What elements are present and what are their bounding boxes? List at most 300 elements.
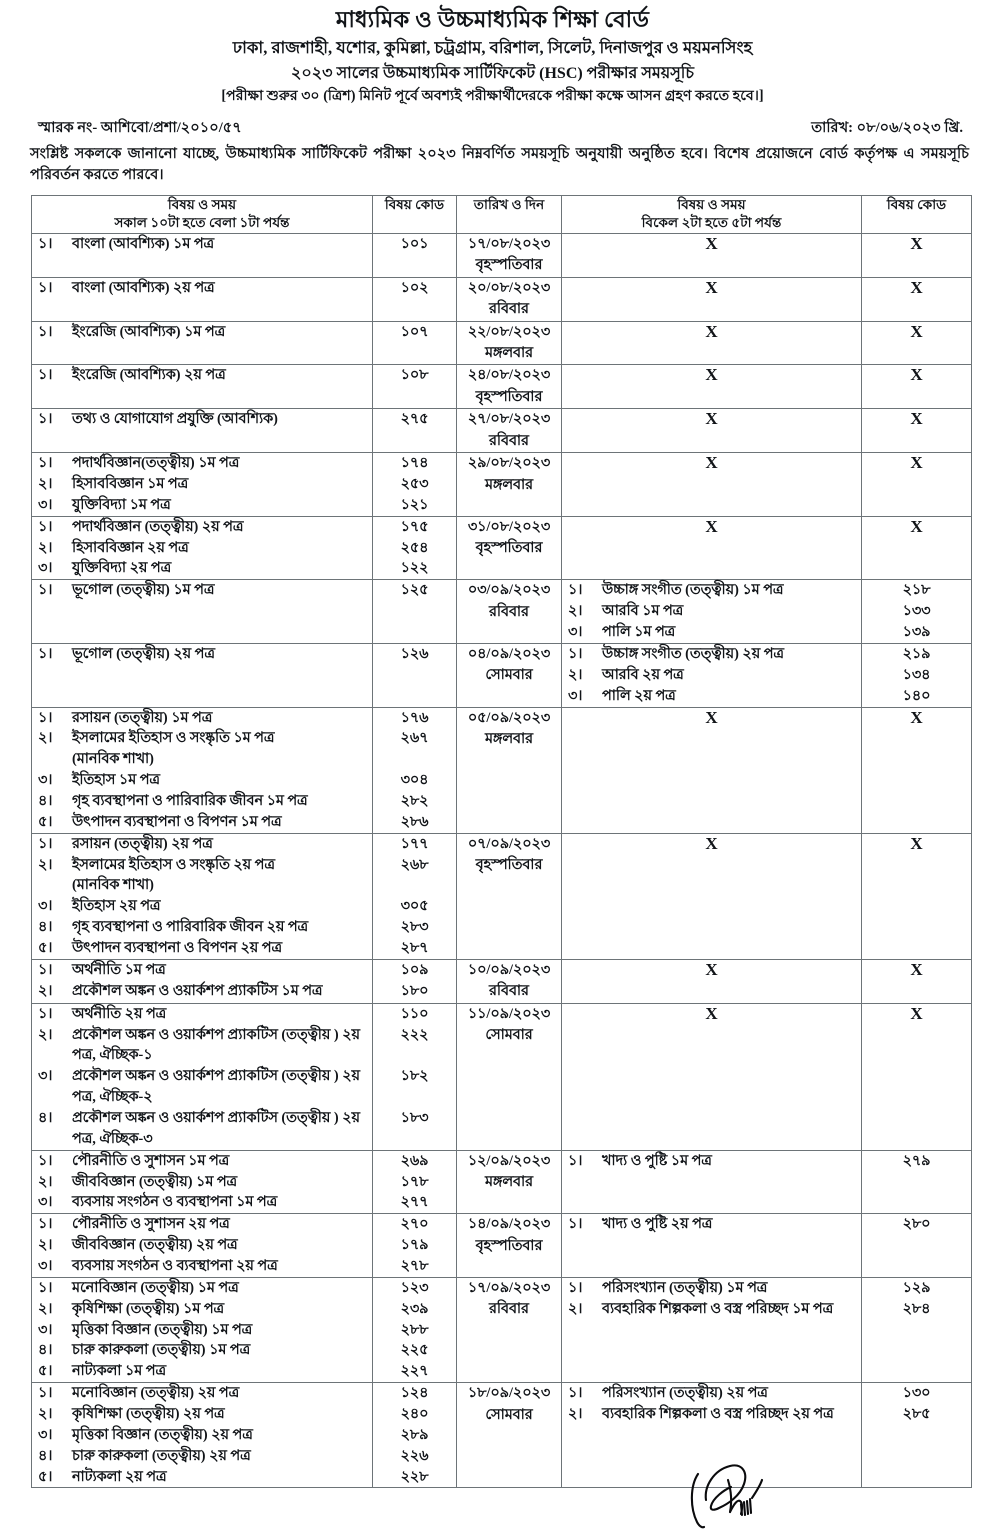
subject-name: খাদ্য ও পুষ্টি ১ম পত্র <box>602 1152 712 1169</box>
morning-code-cell <box>373 707 457 833</box>
subject-code: ২৭৫ <box>400 411 429 428</box>
morning-subject-line <box>32 278 372 299</box>
morning-subject-cell <box>32 277 373 321</box>
subject-name: ইংরেজি (আবশ্যিক) ২য় পত্র <box>72 367 226 384</box>
morning-subject-line <box>32 1004 372 1025</box>
afternoon-no-exam-code: X <box>862 321 972 365</box>
subject-code: ১২২ <box>400 560 429 577</box>
subject-serial: ৩। <box>38 560 53 577</box>
subject-code: ১২৩ <box>400 1279 429 1296</box>
subject-serial: ২। <box>568 1300 583 1317</box>
morning-code-cell <box>373 1214 457 1278</box>
subject-name: হিসাববিজ্ঞান ২য় পত্র <box>72 539 189 556</box>
morning-subject-cell <box>32 1383 373 1488</box>
subject-name: তথ্য ও যোগাযোগ প্রযুক্তি (আবশ্যিক) <box>72 411 278 428</box>
morning-subject-line <box>32 517 372 538</box>
subject-code: ১০২ <box>400 279 429 296</box>
exam-date-cell <box>457 707 562 833</box>
afternoon-subject-cell <box>562 643 862 707</box>
morning-subject-line <box>32 322 372 343</box>
subject-serial: ১। <box>38 645 53 662</box>
subject-name: মৃত্তিকা বিজ্ঞান (তত্ত্বীয়) ১ম পত্র <box>72 1321 253 1338</box>
afternoon-code-cell <box>862 1150 972 1214</box>
afternoon-no-exam: X <box>562 409 862 453</box>
subject-name: আরবি ২য় পত্র <box>602 666 684 683</box>
col-afternoon-subject <box>562 196 862 234</box>
morning-subject-cell <box>32 409 373 453</box>
exam-instruction: [পরীক্ষা শুরুর ৩০ (ত্রিশ) মিনিট পূর্বে অবশ্যই পরীক্ষার্থীদেরকে পরীক্ষা কক্ষে আসন গ্রহণ করতে হবে।] <box>221 88 764 105</box>
subject-serial: ৫। <box>38 939 53 956</box>
exam-date: ০৭/০৯/২০২৩ <box>467 835 551 852</box>
afternoon-no-exam: X <box>562 707 862 833</box>
subject-name: ইসলামের ইতিহাস ও সংষ্কৃতি ২য় পত্র <box>72 856 275 873</box>
morning-subject-line <box>32 1320 372 1341</box>
morning-subject-line <box>32 938 372 959</box>
morning-subject-line <box>32 960 372 981</box>
subject-serial: ২। <box>38 1173 53 1190</box>
morning-subject-line <box>32 1108 372 1129</box>
subject-name: মনোবিজ্ঞান (তত্ত্বীয়) ১ম পত্র <box>72 1279 239 1296</box>
exam-date-cell <box>457 959 562 1003</box>
subject-code: ২৭০ <box>400 1216 429 1233</box>
morning-subject-cell <box>32 1214 373 1278</box>
subject-name: (মানবিক শাখা) <box>72 877 154 894</box>
exam-date: ১৭/০৯/২০২৩ <box>467 1279 551 1296</box>
afternoon-code-cell <box>862 1383 972 1488</box>
exam-date: ১০/০৯/২০২৩ <box>467 961 551 978</box>
morning-subject-line <box>32 1214 372 1235</box>
subject-serial: ১। <box>38 1216 53 1233</box>
morning-subject-line <box>32 875 372 896</box>
exam-date-cell <box>457 233 562 277</box>
subject-serial: ১। <box>38 455 53 472</box>
subject-serial: ২। <box>38 982 53 999</box>
subject-code: ১২৬ <box>400 645 429 662</box>
subject-serial: ২। <box>568 603 583 620</box>
subject-code: ২৭৭ <box>400 1194 429 1211</box>
morning-subject-line <box>32 1172 372 1193</box>
subject-code: ১৩৩ <box>902 603 931 620</box>
subject-name: ভূগোল (তত্ত্বীয়) ১ম পত্র <box>72 582 215 599</box>
subject-serial: ৩। <box>568 624 583 641</box>
morning-subject-line <box>32 538 372 559</box>
morning-subject-cell <box>32 643 373 707</box>
routine-table-wrapper <box>0 186 985 1488</box>
subject-code: ১৩৪ <box>902 666 931 683</box>
subject-name: উৎপাদন ব্যবস্থাপনা ও বিপণন ১ম পত্র <box>72 813 282 830</box>
subject-code: ১৩০ <box>902 1385 931 1402</box>
subject-name: কৃষিশিক্ষা (তত্ত্বীয়) ২য় পত্র <box>72 1406 225 1423</box>
table-row <box>32 959 972 1003</box>
table-row <box>32 453 972 517</box>
subject-code: ২২৬ <box>400 1447 429 1464</box>
subject-name: প্রকৌশল অঙ্কন ও ওয়ার্কশপ প্র্যাকটিস (তত্ত্বীয় ) ২য় <box>72 1068 360 1085</box>
morning-code-cell <box>373 833 457 959</box>
exam-date: ০৫/০৯/২০২৩ <box>467 709 551 726</box>
subject-serial: ৫। <box>38 1468 53 1485</box>
afternoon-no-exam-code: X <box>862 707 972 833</box>
subject-code: ২৮৫ <box>902 1406 931 1423</box>
subject-code: ২৫৪ <box>400 539 429 556</box>
morning-subject-line <box>32 1467 372 1488</box>
afternoon-no-exam: X <box>562 233 862 277</box>
afternoon-subject-cell <box>562 580 862 644</box>
subject-code: ১৭৪ <box>400 455 429 472</box>
subject-code: ২৮২ <box>400 792 429 809</box>
morning-subject-line <box>32 474 372 495</box>
subject-name: হিসাববিজ্ঞান ১ম পত্র <box>72 476 189 493</box>
subject-code: ২৫৩ <box>400 476 429 493</box>
subject-name: ইতিহাস ১ম পত্র <box>72 772 160 789</box>
subject-serial: ১। <box>568 1385 583 1402</box>
morning-code-cell <box>373 1383 457 1488</box>
subject-name: (মানবিক শাখা) <box>72 751 154 768</box>
morning-subject-line <box>32 1025 372 1046</box>
subject-code: ২৮০ <box>902 1216 931 1233</box>
subject-code: ২৮৭ <box>400 939 429 956</box>
morning-subject-line <box>32 728 372 749</box>
morning-subject-line <box>32 1446 372 1467</box>
morning-subject-cell <box>32 365 373 409</box>
subject-name: উচ্চাঙ্গ সংগীত (তত্ত্বীয়) ১ম পত্র <box>602 582 784 599</box>
afternoon-no-exam-code: X <box>862 516 972 580</box>
subject-name: ভূগোল (তত্ত্বীয়) ২য় পত্র <box>72 645 215 662</box>
subject-code: ১০১ <box>400 235 429 252</box>
morning-subject-line <box>32 1066 372 1087</box>
exam-date: ১৭/০৮/২০২৩ <box>467 235 551 252</box>
subject-code: ২৬৯ <box>400 1152 429 1169</box>
subject-name: বাংলা (আবশ্যিক) ১ম পত্র <box>72 235 215 252</box>
morning-code-cell <box>373 516 457 580</box>
subject-serial: ৪। <box>38 919 53 936</box>
exam-day: সোমবার <box>485 1406 533 1423</box>
subject-name: নাট্যকলা ২য় পত্র <box>72 1468 167 1485</box>
col-morning-subject <box>32 196 373 234</box>
exam-day: বৃহস্পতিবার <box>475 540 543 557</box>
subject-code: ২৮৪ <box>902 1300 931 1317</box>
exam-title: ২০২৩ সালের উচ্চমাধ্যমিক সার্টিফিকেট (HSC) পরীক্ষার সময়সূচি <box>290 64 695 82</box>
table-row <box>32 365 972 409</box>
subject-code: ২৬৮ <box>400 856 429 873</box>
subject-serial: ১। <box>38 279 53 296</box>
subject-code: ২৭৮ <box>400 1258 429 1274</box>
subject-code: ৩০৪ <box>400 772 429 789</box>
morning-subject-cell <box>32 321 373 365</box>
subject-code: ১৭৬ <box>400 709 429 726</box>
subject-name: পরিসংখ্যান (তত্ত্বীয়) ১ম পত্র <box>602 1279 768 1296</box>
exam-date-cell <box>457 321 562 365</box>
subject-serial: ১। <box>38 411 53 428</box>
subject-serial: ৪। <box>38 792 53 809</box>
exam-day: বৃহস্পতিবার <box>475 857 543 874</box>
exam-date-cell <box>457 833 562 959</box>
subject-serial: ২। <box>38 730 53 747</box>
exam-date: ১৪/০৯/২০২৩ <box>467 1216 551 1233</box>
subject-serial: ২। <box>568 1406 583 1423</box>
morning-subject-line <box>32 1087 372 1108</box>
subject-code: ২৮৮ <box>400 1321 429 1338</box>
morning-subject-cell <box>32 516 373 580</box>
subject-serial: ১। <box>38 582 53 599</box>
subject-name: মৃত্তিকা বিজ্ঞান (তত্ত্বীয়) ২য় পত্র <box>72 1426 253 1443</box>
subject-name: ব্যবসায় সংগঠন ও ব্যবস্থাপনা ১ম পত্র <box>72 1194 278 1211</box>
table-row <box>32 580 972 644</box>
morning-subject-line <box>32 1129 372 1150</box>
subject-serial: ৪। <box>38 1109 53 1126</box>
subject-name: পদার্থবিজ্ঞান(তত্ত্বীয়) ১ম পত্র <box>72 455 240 472</box>
table-head <box>32 196 972 234</box>
subject-name: নাট্যকলা ১ম পত্র <box>72 1363 166 1380</box>
morning-subject-line <box>32 453 372 474</box>
col-date-day: তারিখ ও দিন <box>457 196 562 234</box>
exam-date-cell <box>457 580 562 644</box>
table-body <box>32 233 972 1488</box>
afternoon-subject-line <box>562 686 861 707</box>
morning-subject-line <box>32 1045 372 1066</box>
morning-code-cell <box>373 453 457 517</box>
subject-code: ২১৮ <box>902 582 931 599</box>
morning-subject-line <box>32 917 372 938</box>
subject-code: ১২৫ <box>400 582 429 599</box>
subject-name: প্রকৌশল অঙ্কন ও ওয়ার্কশপ প্র্যাকটিস ১ম পত্র <box>72 982 323 999</box>
memo-row <box>0 108 985 141</box>
subject-serial: ৩। <box>38 1426 53 1443</box>
afternoon-no-exam: X <box>562 959 862 1003</box>
subject-serial: ১। <box>568 582 583 599</box>
exam-day: বৃহস্পতিবার <box>475 388 543 405</box>
subject-name: রসায়ন (তত্ত্বীয়) ১ম পত্র <box>72 709 213 726</box>
morning-subject-line <box>32 580 372 601</box>
morning-subject-cell <box>32 453 373 517</box>
morning-code-cell <box>373 643 457 707</box>
afternoon-subject-line <box>562 1151 861 1172</box>
afternoon-subject-line <box>562 580 861 601</box>
board-districts: ঢাকা, রাজশাহী, যশোর, কুমিল্লা, চট্রগ্রাম, বরিশাল, সিলেট, দিনাজপুর ও ময়মনসিংহ <box>232 38 753 58</box>
morning-subject-line <box>32 1425 372 1446</box>
subject-code: ১০৭ <box>400 323 429 340</box>
subject-code: ১০৯ <box>400 961 429 978</box>
morning-subject-line <box>32 855 372 876</box>
afternoon-subject-cell <box>562 1383 862 1488</box>
exam-date: ৩১/০৮/২০২৩ <box>467 518 551 535</box>
subject-serial: ৩। <box>38 1258 53 1274</box>
morning-subject-line <box>32 409 372 430</box>
afternoon-subject-line <box>562 622 861 643</box>
morning-code-cell <box>373 1277 457 1382</box>
table-row <box>32 643 972 707</box>
exam-date-cell <box>457 1150 562 1214</box>
memo-number: স্মারক নং- আশিবো/প্রশা/২০১০/৫৭ <box>38 119 242 136</box>
exam-day: রবিবার <box>489 1301 529 1318</box>
subject-code: ২২৫ <box>400 1342 429 1359</box>
morning-subject-line <box>32 812 372 833</box>
subject-serial: ১। <box>38 709 53 726</box>
table-row <box>32 277 972 321</box>
morning-code-cell <box>373 365 457 409</box>
afternoon-no-exam: X <box>562 365 862 409</box>
subject-name: পত্র, ঐচ্ছিক-৩ <box>72 1130 153 1147</box>
table-row <box>32 707 972 833</box>
exam-day: রবিবার <box>489 983 529 1000</box>
afternoon-no-exam-code: X <box>862 959 972 1003</box>
subject-code: ১৭৯ <box>400 1237 429 1254</box>
morning-subject-cell <box>32 1003 373 1150</box>
morning-subject-cell <box>32 959 373 1003</box>
morning-subject-line <box>32 1404 372 1425</box>
morning-subject-line <box>32 1256 372 1277</box>
subject-serial: ৩। <box>38 772 53 789</box>
afternoon-no-exam-code: X <box>862 277 972 321</box>
morning-subject-line <box>32 1383 372 1404</box>
table-row <box>32 1150 972 1214</box>
subject-name: কৃষিশিক্ষা (তত্ত্বীয়) ১ম পত্র <box>72 1300 225 1317</box>
table-row <box>32 516 972 580</box>
morning-subject-line <box>32 770 372 791</box>
subject-serial: ৩। <box>38 1068 53 1085</box>
morning-code-cell <box>373 409 457 453</box>
subject-name: প্রকৌশল অঙ্কন ও ওয়ার্কশপ প্র্যাকটিস (তত্ত্বীয় ) ২য় <box>72 1026 360 1043</box>
subject-serial: ৩। <box>38 1321 53 1338</box>
table-row <box>32 1383 972 1488</box>
subject-serial: ৩। <box>38 496 53 513</box>
subject-name: বাংলা (আবশ্যিক) ২য় পত্র <box>72 279 215 296</box>
afternoon-subject-line <box>562 665 861 686</box>
morning-subject-line <box>32 365 372 386</box>
morning-subject-cell <box>32 833 373 959</box>
table-row <box>32 833 972 959</box>
morning-code-cell <box>373 321 457 365</box>
col-morning-code: বিষয় কোড <box>373 196 457 234</box>
subject-code: ২৮৯ <box>400 1426 429 1443</box>
afternoon-subject-line <box>562 644 861 665</box>
subject-serial: ১। <box>38 1279 53 1296</box>
exam-date-cell <box>457 1003 562 1150</box>
subject-name: পদার্থবিজ্ঞান (তত্ত্বীয়) ২য় পত্র <box>72 518 244 535</box>
subject-name: পত্র, ঐচ্ছিক-২ <box>72 1089 153 1106</box>
exam-date: ২৯/০৮/২০২৩ <box>467 455 551 472</box>
subject-serial: ১। <box>568 1279 583 1296</box>
morning-subject-line <box>32 981 372 1002</box>
morning-subject-line <box>32 1361 372 1382</box>
subject-serial: ২। <box>38 1237 53 1254</box>
exam-date-cell <box>457 409 562 453</box>
afternoon-code-cell <box>862 1214 972 1278</box>
subject-serial: ২। <box>38 1026 53 1043</box>
subject-name: জীববিজ্ঞান (তত্ত্বীয়) ২য় পত্র <box>72 1237 238 1254</box>
exam-date-cell <box>457 1277 562 1382</box>
subject-code: ২৪০ <box>400 1406 429 1423</box>
afternoon-subject-line <box>562 1214 861 1235</box>
morning-code-cell <box>373 1003 457 1150</box>
subject-serial: ২। <box>568 666 583 683</box>
morning-subject-line <box>32 234 372 255</box>
exam-day: বৃহস্পতিবার <box>475 257 543 274</box>
table-row <box>32 233 972 277</box>
morning-subject-line <box>32 749 372 770</box>
exam-date: ২২/০৮/২০২৩ <box>467 323 551 340</box>
morning-code-cell <box>373 277 457 321</box>
morning-subject-cell <box>32 1277 373 1382</box>
col-morning-subject-line2: সকাল ১০টা হতে বেলা ১টা পর্যন্ত <box>114 215 290 231</box>
afternoon-no-exam: X <box>562 833 862 959</box>
subject-name: গৃহ ব্যবস্থাপনা ও পারিবারিক জীবন ১ম পত্র <box>72 792 308 809</box>
subject-name: ইসলামের ইতিহাস ও সংষ্কৃতি ১ম পত্র <box>72 730 275 747</box>
subject-serial: ১। <box>38 961 53 978</box>
exam-date: ১৮/০৯/২০২৩ <box>467 1385 551 1402</box>
morning-subject-line <box>32 1278 372 1299</box>
subject-code: ২৭৯ <box>902 1152 931 1169</box>
subject-serial: ১। <box>38 835 53 852</box>
memo-date: তারিখ: ০৮/০৬/২০২৩ খ্রি. <box>811 119 963 136</box>
subject-code: ৩০৫ <box>400 898 429 915</box>
exam-day: রবিবার <box>489 603 529 620</box>
afternoon-no-exam-code: X <box>862 365 972 409</box>
exam-date-cell <box>457 365 562 409</box>
afternoon-subject-line <box>562 1404 861 1425</box>
subject-serial: ১। <box>568 1152 583 1169</box>
exam-day: মঙ্গলবার <box>484 1174 534 1191</box>
exam-day: মঙ্গলবার <box>484 345 534 361</box>
table-row <box>32 1277 972 1382</box>
subject-name: অর্থনীতি ২য় পত্র <box>72 1005 167 1022</box>
subject-name: পালি ১ম পত্র <box>602 624 676 641</box>
col-afternoon-subject-line1: বিষয় ও সময় <box>677 197 746 213</box>
afternoon-no-exam: X <box>562 453 862 517</box>
morning-subject-cell <box>32 1150 373 1214</box>
exam-day: রবিবার <box>489 301 529 318</box>
exam-day: মঙ্গলবার <box>484 730 534 747</box>
afternoon-no-exam-code: X <box>862 1003 972 1150</box>
subject-serial: ৩। <box>38 898 53 915</box>
morning-subject-line <box>32 791 372 812</box>
afternoon-no-exam-code: X <box>862 453 972 517</box>
routine-table <box>31 195 972 1488</box>
exam-day: সোমবার <box>485 1027 533 1044</box>
subject-serial: ২। <box>38 856 53 873</box>
subject-name: উচ্চাঙ্গ সংগীত (তত্ত্বীয়) ২য় পত্র <box>602 645 784 662</box>
subject-code: ১৪০ <box>902 687 931 704</box>
table-row <box>32 1214 972 1278</box>
exam-date: ১১/০৯/২০২৩ <box>467 1005 551 1022</box>
subject-name: খাদ্য ও পুষ্টি ২য় পত্র <box>602 1216 713 1233</box>
subject-code: ২২৮ <box>400 1468 429 1485</box>
notice-paragraph: সংশ্লিষ্ট সকলকে জানানো যাচ্ছে, উচ্চমাধ্যমিক সার্টিফিকেট পরীক্ষা ২০২৩ নিম্নবর্ণিত সময়সূচি অনুযায়ী অনুষ্ঠিত হবে। বিশেষ প্রয়োজনে বোর্ড কর্তৃপক্ষ এ সময়সূচি পরিবর্তন করতে পারবে। <box>30 145 969 183</box>
morning-subject-line <box>32 1340 372 1361</box>
afternoon-subject-cell <box>562 1277 862 1382</box>
afternoon-code-cell <box>862 1277 972 1382</box>
afternoon-subject-line <box>562 1383 861 1404</box>
afternoon-code-cell <box>862 580 972 644</box>
subject-name: চারু কারুকলা (তত্ত্বীয়) ১ম পত্র <box>72 1342 251 1359</box>
subject-code: ১৩৯ <box>902 624 931 641</box>
morning-subject-line <box>32 558 372 579</box>
exam-date: ০৩/০৯/২০২৩ <box>467 582 551 599</box>
subject-code: ২৮৩ <box>400 919 429 936</box>
subject-code: ১৭৫ <box>400 518 429 535</box>
subject-serial: ৫। <box>38 813 53 830</box>
subject-name: রসায়ন (তত্ত্বীয়) ২য় পত্র <box>72 835 213 852</box>
subject-code: ১২৯ <box>902 1279 931 1296</box>
subject-name: ব্যবসায় সংগঠন ও ব্যবস্থাপনা ২য় পত্র <box>72 1258 278 1274</box>
exam-date: ২৪/০৮/২০২৩ <box>467 367 551 384</box>
subject-name: যুক্তিবিদ্যা ২য় পত্র <box>72 560 172 577</box>
subject-name: চারু কারুকলা (তত্ত্বীয়) ২য় পত্র <box>72 1447 251 1464</box>
subject-serial: ৪। <box>38 1447 53 1464</box>
subject-code: ১৮২ <box>400 1068 429 1085</box>
exam-date: ২০/০৮/২০২৩ <box>467 279 551 296</box>
morning-subject-line <box>32 495 372 516</box>
board-name: মাধ্যমিক ও উচ্চমাধ্যমিক শিক্ষা বোর্ড <box>335 7 650 32</box>
